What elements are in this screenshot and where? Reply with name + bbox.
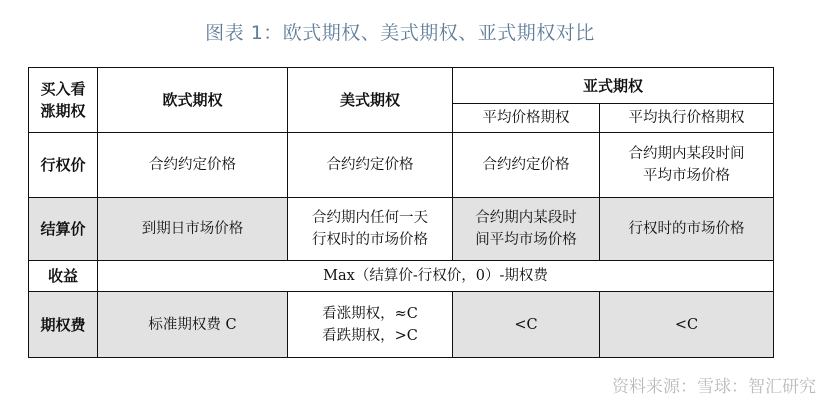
corner-header-cell bbox=[29, 68, 98, 133]
header-asian: 亚式期权 bbox=[453, 68, 774, 104]
table-row-premium bbox=[29, 292, 774, 358]
cell-settlement-asian-avg-price bbox=[453, 198, 600, 261]
source-watermark: 资料来源：雪球：智汇研究 bbox=[612, 377, 816, 397]
header-european: 欧式期权 bbox=[98, 68, 288, 133]
page-title: 图表 1：欧式期权、美式期权、亚式期权对比 bbox=[205, 22, 595, 44]
cell-line: 平均市场价格 bbox=[643, 168, 730, 184]
header-american: 美式期权 bbox=[288, 68, 453, 133]
cell-premium-asian-avg-price: <C bbox=[453, 292, 600, 358]
cell-line: 看跌期权，>C bbox=[322, 327, 418, 344]
table-header-row bbox=[29, 68, 774, 104]
cell-line: 合约期内任何一天 bbox=[312, 210, 428, 226]
cell-strike-european: 合约约定价格 bbox=[98, 133, 288, 198]
cell-line: 看涨期权，≈C bbox=[322, 305, 418, 322]
cell-strike-american: 合约约定价格 bbox=[288, 133, 453, 198]
corner-header-line: 买入看 bbox=[40, 80, 86, 98]
cell-settlement-european: 到期日市场价格 bbox=[98, 198, 288, 261]
row-label-payoff: 收益 bbox=[29, 261, 98, 292]
cell-payoff-formula: Max（结算价-行权价，0）-期权费 bbox=[98, 261, 774, 292]
comparison-table bbox=[28, 67, 774, 358]
cell-premium-american bbox=[288, 292, 453, 358]
cell-line: 合约期内某段时间 bbox=[628, 146, 745, 162]
cell-settlement-asian-avg-strike: 行权时的市场价格 bbox=[600, 198, 774, 261]
table-row-payoff bbox=[29, 261, 774, 292]
table-row-strike bbox=[29, 133, 774, 198]
cell-line: 间平均市场价格 bbox=[475, 232, 577, 248]
cell-line: 合约期内某段时 bbox=[475, 210, 577, 226]
table-row-settlement bbox=[29, 198, 774, 261]
cell-premium-european: 标准期权费 C bbox=[98, 292, 288, 358]
row-label-premium: 期权费 bbox=[29, 292, 98, 358]
header-asian-avg-strike: 平均执行价格期权 bbox=[600, 104, 774, 133]
header-asian-avg-price: 平均价格期权 bbox=[453, 104, 600, 133]
row-label-settlement: 结算价 bbox=[29, 198, 98, 261]
cell-strike-asian-avg-strike bbox=[600, 133, 774, 198]
row-label-strike: 行权价 bbox=[29, 133, 98, 198]
cell-premium-asian-avg-strike: <C bbox=[600, 292, 774, 358]
cell-settlement-american bbox=[288, 198, 453, 261]
cell-line: 行权时的市场价格 bbox=[312, 232, 428, 248]
cell-strike-asian-avg-price: 合约约定价格 bbox=[453, 133, 600, 198]
corner-header-line: 涨期权 bbox=[40, 102, 86, 120]
